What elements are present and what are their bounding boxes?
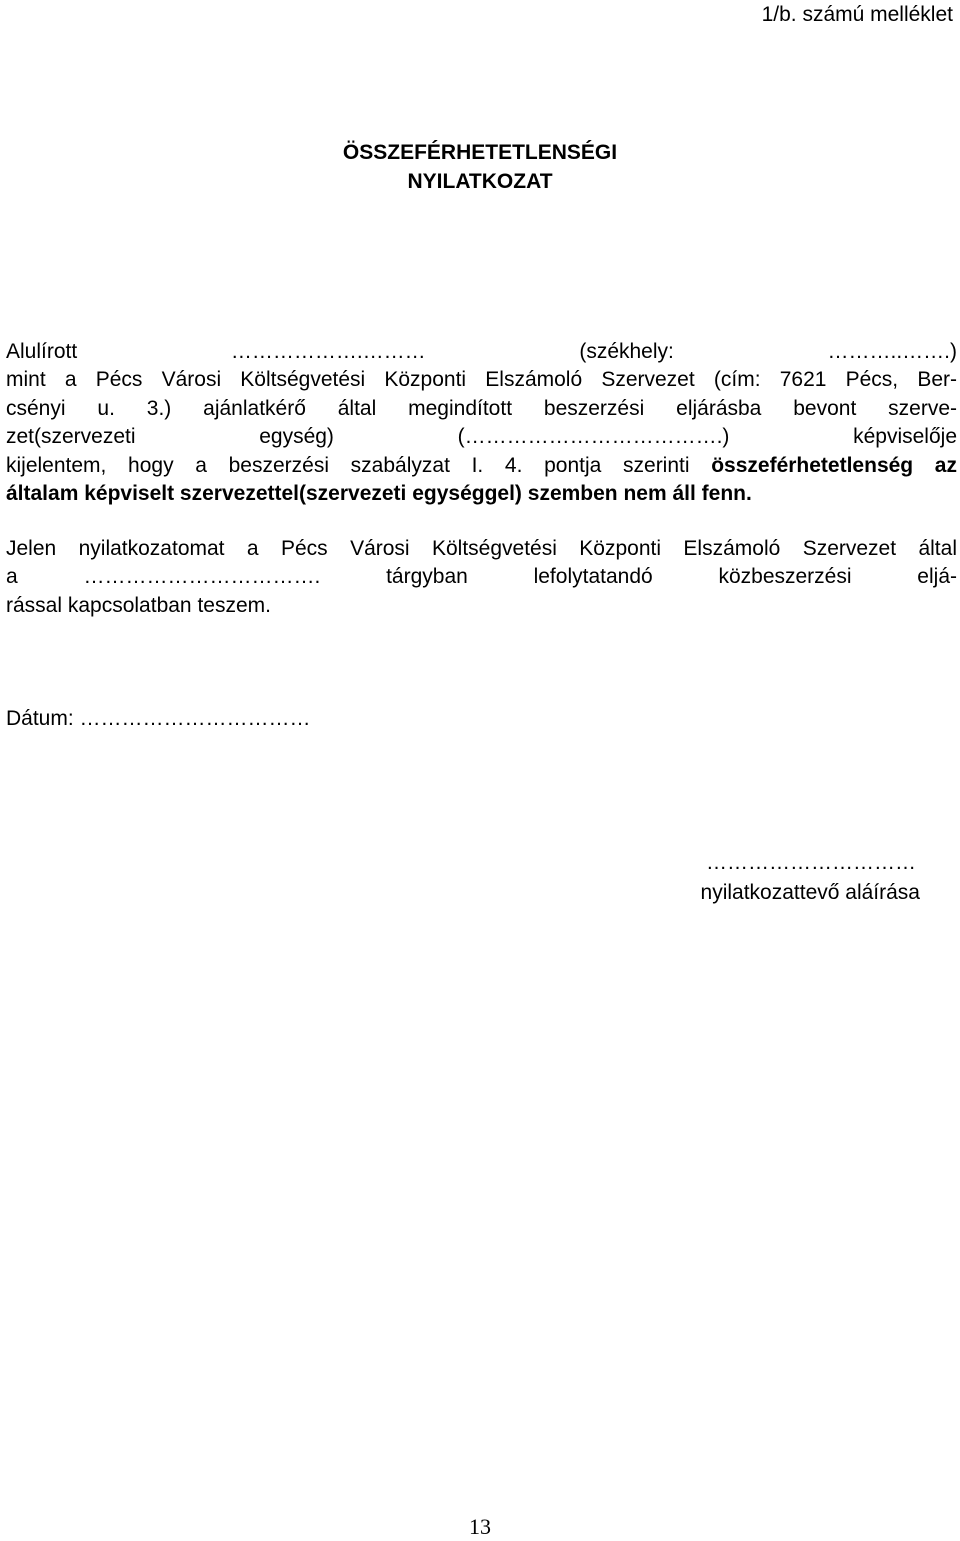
declaration-line-5-text: kijelentem, hogy a beszerzési szabályzat I. 4. pontja szerinti (6, 453, 712, 477)
statement-paragraph (6, 535, 957, 620)
signature-block (701, 848, 920, 908)
declaration-line-5-bold: összeférhetetlenség az (711, 453, 957, 477)
title-line-1: ÖSSZEFÉRHETETLENSÉGI (342, 141, 618, 164)
declaration-line-2: mint a Pécs Városi Költségvetési Központi Elszámoló Szervezet (cím: 7621 Pécs, Ber- (6, 368, 957, 392)
title-line-2: NYILATKOZAT (407, 170, 553, 193)
annex-label: 1/b. számú melléklet (761, 3, 953, 26)
signature-label: nyilatkozattevő aláírása (700, 881, 920, 904)
statement-line-1: Jelen nyilatkozatomat a Pécs Városi Költségvetési Központi Elszámoló Szervezet által (6, 537, 957, 560)
date-field: Dátum: …………………………… (6, 707, 311, 730)
declaration-paragraph (6, 338, 957, 508)
document-title (0, 138, 960, 196)
statement-line-3: rással kapcsolatban teszem. (6, 593, 271, 617)
declaration-line-5 (6, 452, 957, 480)
statement-line-2: a ……………………………. tárgyban lefolytatandó közbeszerzési eljá- (6, 565, 957, 589)
signature-line: ………………………… (706, 851, 916, 874)
declaration-line-3: csényi u. 3.) ajánlatkérő által megindított beszerzési eljárásba bevont szerve- (6, 396, 957, 420)
declaration-line-6: általam képviselt szervezettel(szervezeti egységgel) szemben nem áll fenn. (6, 482, 752, 506)
page-number: 13 (469, 1514, 491, 1539)
declaration-line-4: zet(szervezeti egység) (……………………………….) képviselője (6, 425, 957, 449)
declaration-line-1: Alulírott ……………….……… (székhely: ………..…….) (6, 340, 957, 363)
